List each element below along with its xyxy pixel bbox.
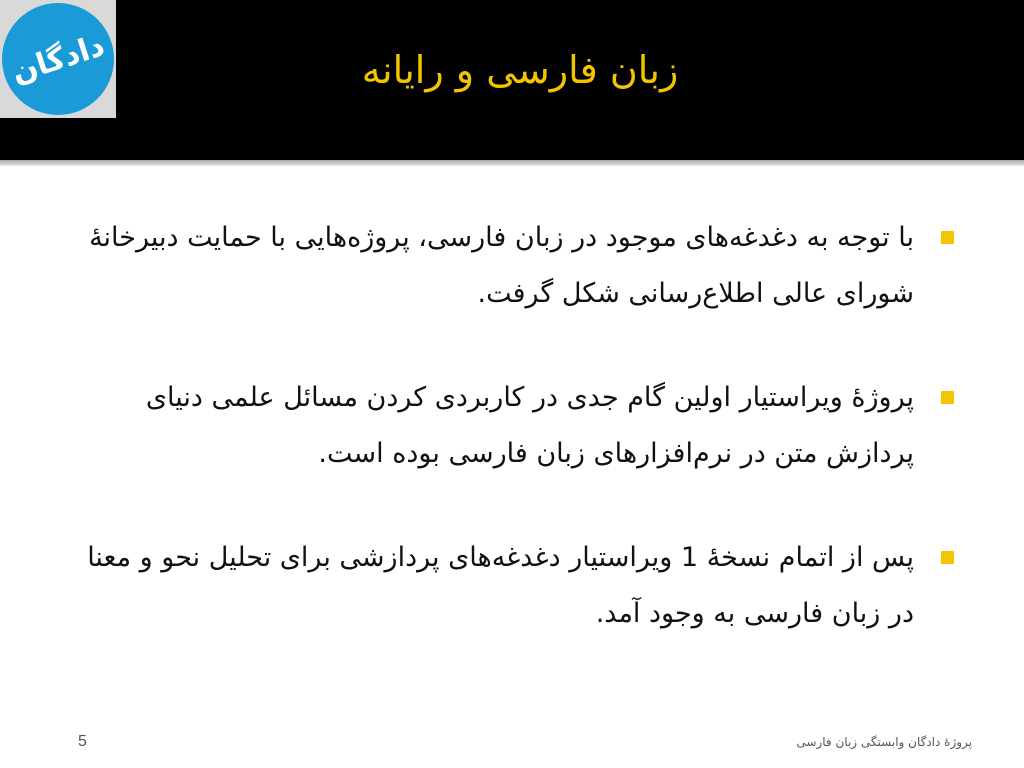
bullet-item [74,370,954,482]
bullet-text: پروژهٔ ویراستیار اولین گام جدی در کاربردی کردن مسائل علمی دنیای پردازش متن در نرم‌افزارهای زبان فارسی بوده است. [145,382,914,469]
logo [0,0,116,118]
logo-graphic [2,3,114,115]
bullet-item [74,530,954,642]
bullet-text: با توجه به دغدغه‌های موجود در زبان فارسی، پروژه‌هایی با حمایت دبیرخانهٔ شورای عالی اطلاع‌رسانی شکل گرفت. [89,222,914,309]
page-number: 5 [78,733,87,750]
bullet-text: پس از اتمام نسخهٔ 1 ویراستیار دغدغه‌های پردازشی برای تحلیل نحو و معنا در زبان فارسی به وجود آمد. [87,542,914,629]
footer-caption: پروژهٔ دادگان وابستگی زبان فارسی [796,735,972,749]
square-bullet-icon [941,231,954,244]
header-divider [0,160,1024,166]
bullet-item [74,210,954,322]
square-bullet-icon [941,551,954,564]
bullet-list [74,210,954,690]
logo-text: دادگان [7,28,109,91]
slide-title: زبان فارسی و رایانه [361,48,679,92]
dadegan-logo-icon [2,3,114,115]
square-bullet-icon [941,391,954,404]
